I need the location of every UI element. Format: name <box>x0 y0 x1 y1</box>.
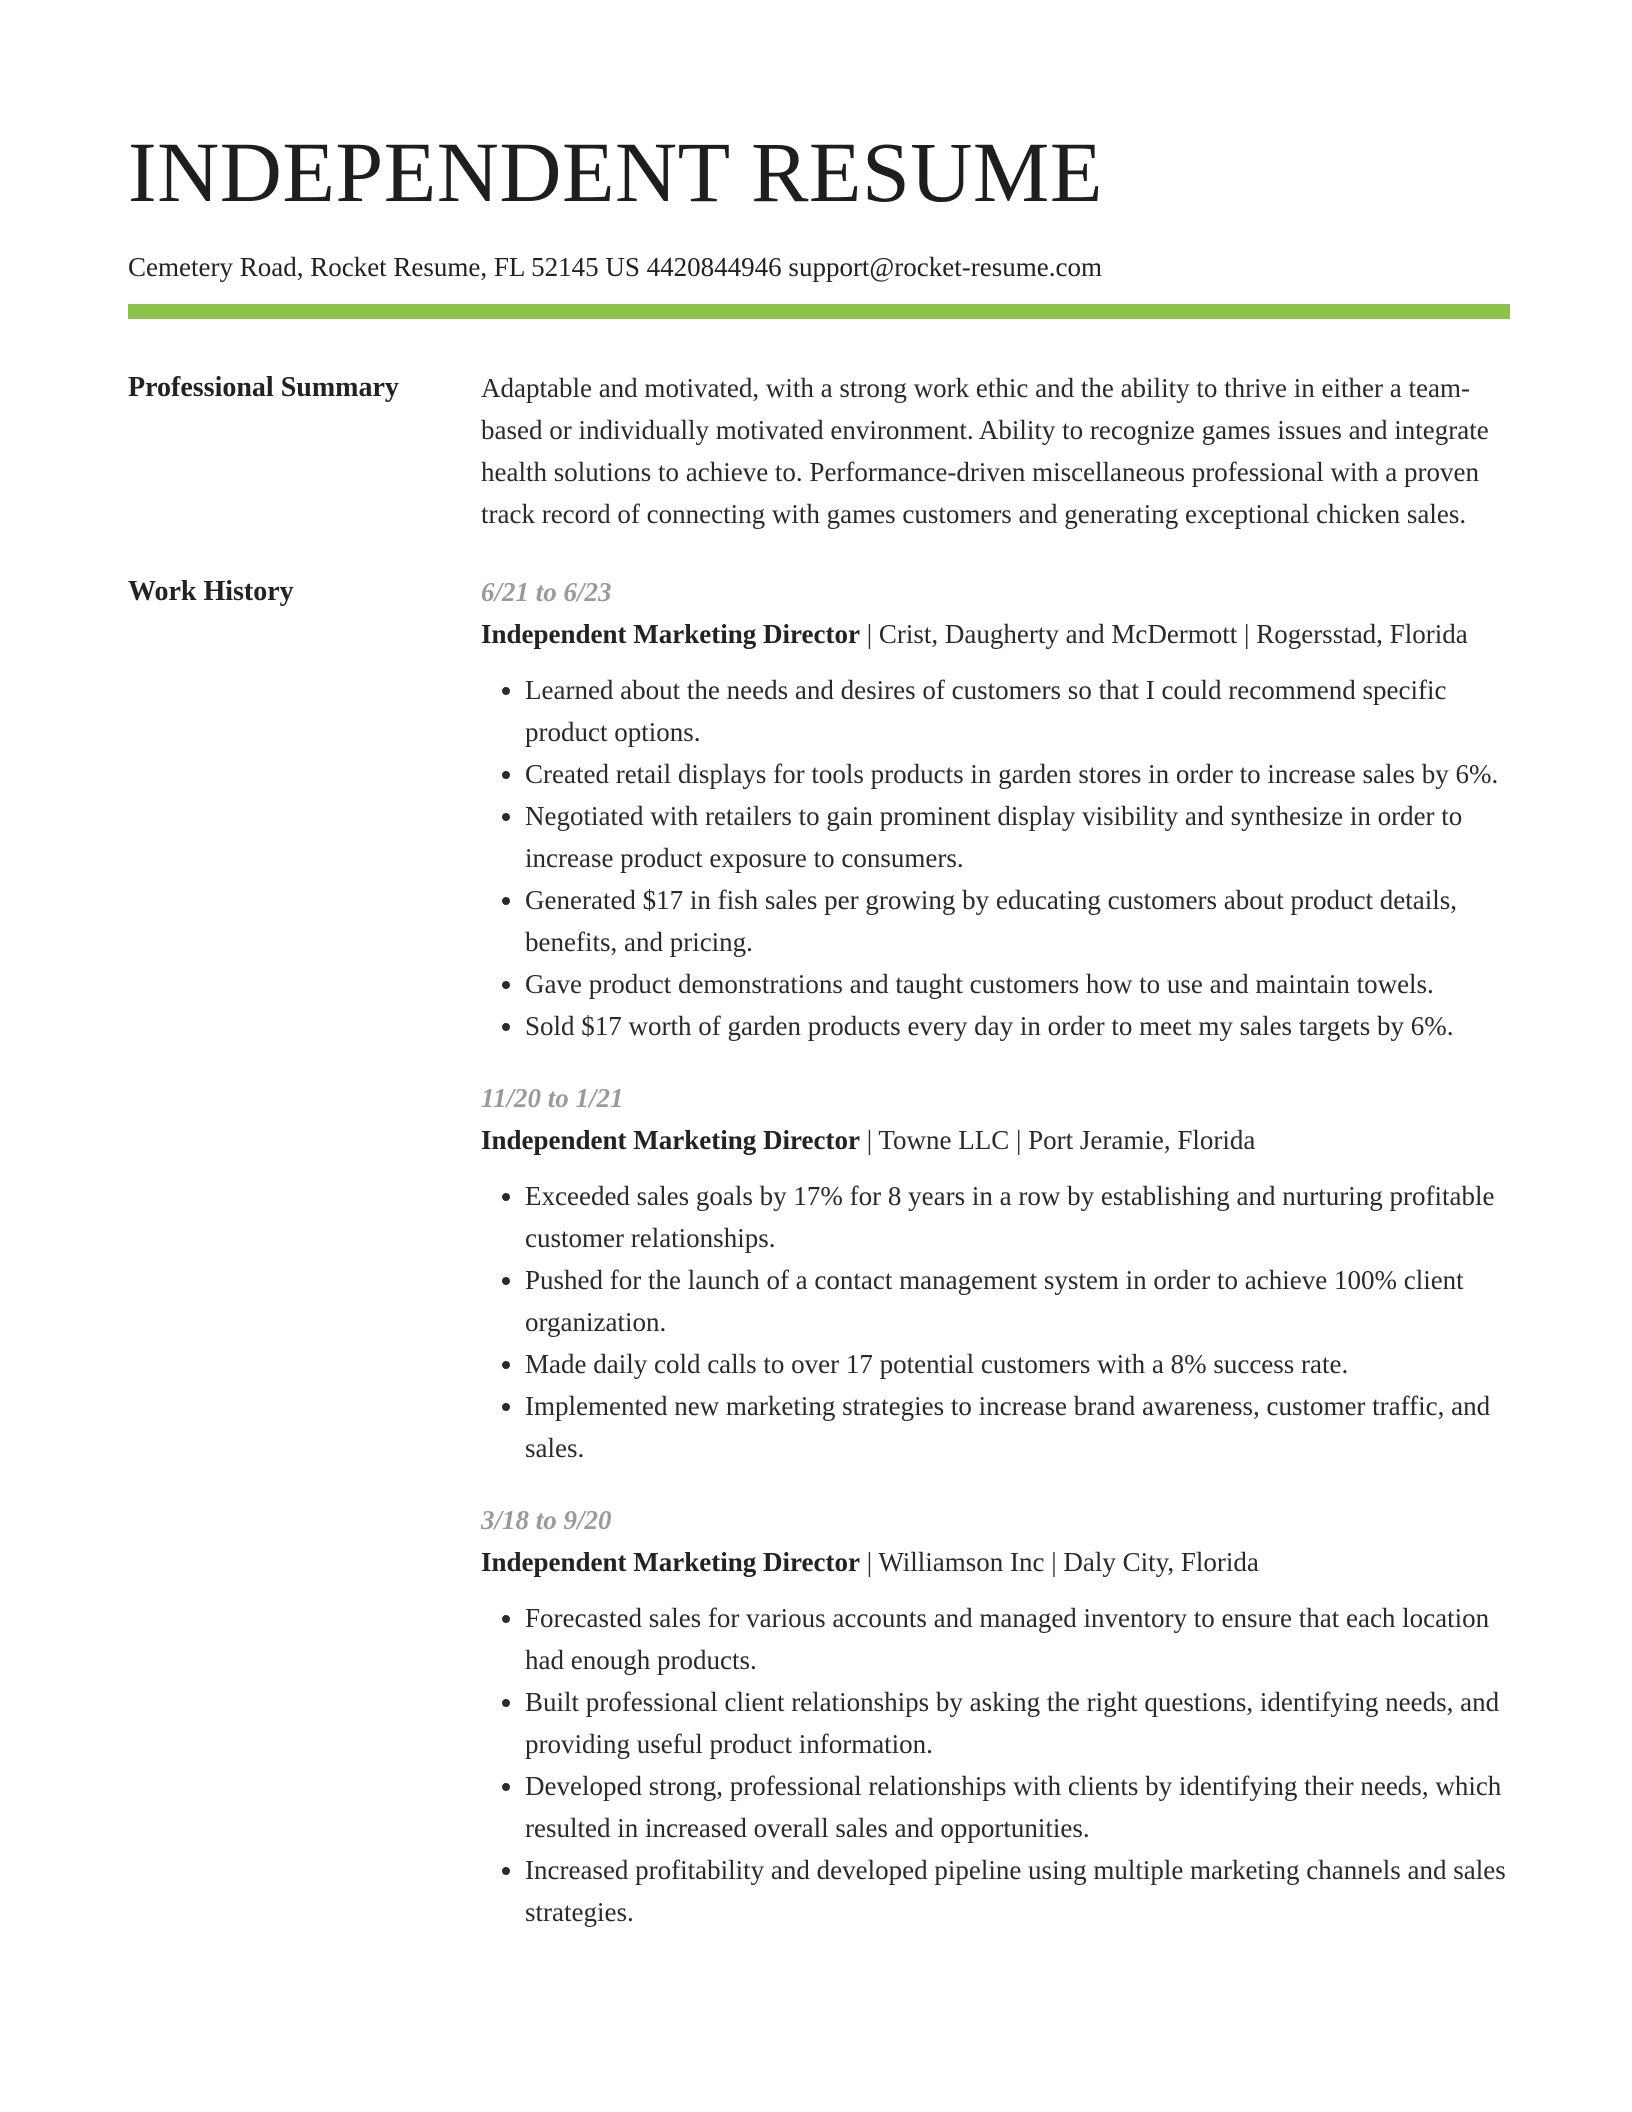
job-entry <box>481 571 1510 1047</box>
job-title: Independent Marketing Director <box>481 1125 860 1155</box>
work-history-section <box>128 571 1510 1963</box>
job-title: Independent Marketing Director <box>481 1547 860 1577</box>
summary-heading: Professional Summary <box>128 372 399 403</box>
job-heading <box>481 613 1510 655</box>
job-entry <box>481 1499 1510 1933</box>
job-bullet: • Implemented new marketing strategies to increase brand awareness, customer traffic, and sales. <box>525 1385 1510 1469</box>
job-bullet-list <box>481 1597 1510 1933</box>
job-bullet: • Built professional client relationships by asking the right questions, identifying needs, and providing useful product information. <box>525 1681 1510 1765</box>
job-dates: 6/21 to 6/23 <box>481 577 612 607</box>
job-details: | Towne LLC | Port Jeramie, Florida <box>859 1125 1256 1155</box>
job-dates: 3/18 to 9/20 <box>481 1505 612 1535</box>
job-details: | Crist, Daugherty and McDermott | Rogersstad, Florida <box>859 619 1468 649</box>
job-details: | Williamson Inc | Daly City, Florida <box>859 1547 1259 1577</box>
summary-body <box>481 367 1510 535</box>
summary-section <box>128 367 1510 535</box>
contact-line: Cemetery Road, Rocket Resume, FL 52145 US 4420844946 support@rocket-resume.com <box>128 252 1102 282</box>
job-bullet: • Negotiated with retailers to gain prominent display visibility and synthesize in order to increase product exposure to consumers. <box>525 795 1510 879</box>
job-bullet: • Made daily cold calls to over 17 potential customers with a 8% success rate. <box>525 1343 1510 1385</box>
accent-divider <box>128 304 1510 319</box>
resume-name: INDEPENDENT RESUME <box>128 124 1103 220</box>
job-dates: 11/20 to 1/21 <box>481 1083 624 1113</box>
job-bullet: • Created retail displays for tools products in garden stores in order to increase sales by 6%. <box>525 753 1510 795</box>
resume-page <box>128 0 1510 1963</box>
job-heading <box>481 1541 1510 1583</box>
summary-text: Adaptable and motivated, with a strong work ethic and the ability to thrive in either a team-based or individually motivated environment. Ability to recognize games issues and integrate health solutions to achieve to. Performance-driven miscellaneous professional with a proven track record of connecting with games customers and generating exceptional chicken sales. <box>481 373 1489 529</box>
job-bullet: • Learned about the needs and desires of customers so that I could recommend specific product options. <box>525 669 1510 753</box>
job-bullet: • Forecasted sales for various accounts and managed inventory to ensure that each location had enough products. <box>525 1597 1510 1681</box>
job-entry <box>481 1077 1510 1469</box>
job-bullet: • Increased profitability and developed pipeline using multiple marketing channels and sales strategies. <box>525 1849 1510 1933</box>
job-bullet: • Sold $17 worth of garden products every day in order to meet my sales targets by 6%. <box>525 1005 1510 1047</box>
job-bullet-list <box>481 669 1510 1047</box>
job-bullet: • Pushed for the launch of a contact management system in order to achieve 100% client organization. <box>525 1259 1510 1343</box>
job-bullet: • Developed strong, professional relationships with clients by identifying their needs, which resulted in increased overall sales and opportunities. <box>525 1765 1510 1849</box>
job-heading <box>481 1119 1510 1161</box>
job-bullet-list <box>481 1175 1510 1469</box>
work-history-heading: Work History <box>128 576 294 607</box>
job-bullet: • Exceeded sales goals by 17% for 8 years in a row by establishing and nurturing profitable customer relationships. <box>525 1175 1510 1259</box>
job-bullet: • Gave product demonstrations and taught customers how to use and maintain towels. <box>525 963 1510 1005</box>
work-history-body <box>481 571 1510 1963</box>
job-bullet: • Generated $17 in fish sales per growing by educating customers about product details, benefits, and pricing. <box>525 879 1510 963</box>
job-title: Independent Marketing Director <box>481 619 860 649</box>
